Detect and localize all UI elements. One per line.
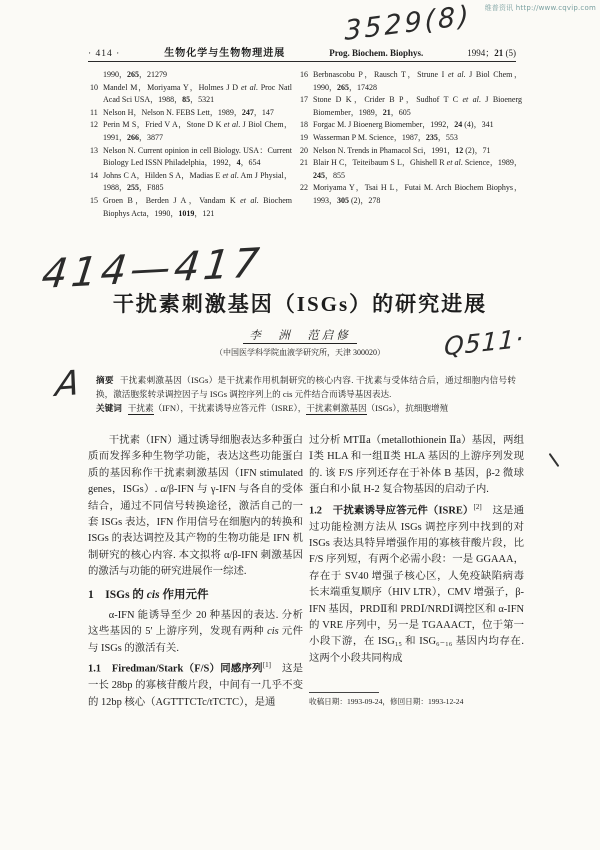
abstract-block	[96, 374, 516, 416]
affiliation: （中国医学科学院血液学研究所，天津 300020）	[215, 348, 385, 357]
reference-text: Stone D K，Crider B P，Sudhof T C et al. J Bioenerg Biomember，1989，21，605	[313, 95, 523, 117]
reference-text: Nelson H，Nelson N. FEBS Lett，1989，247，147	[103, 107, 274, 117]
reference-item	[300, 69, 522, 94]
journal-title-en: Prog. Biochem. Biophys.	[329, 48, 424, 58]
reference-number: 18	[300, 120, 308, 130]
reference-number: 21	[300, 158, 308, 168]
body-paragraph: 1.2 干扰素诱导应答元件（ISRE）[2] 这是通过功能检测方法从 ISGs 调控序列中找到的对 ISGs 表达具特异增强作用的寡核苷酸片段，比 F/S 序列短，有两个必需小段：一是 GGAAA，存在于 SV40 增强子核心区，人免疫缺陷病毒长末端重复顺序（HIV LTR），CMV 增强子，β-IFN 基因，PRDⅡ和 PRDⅠ/NRDⅠ调控区和 α-IFN 的 VRE 序列中，另一是 TGAAACT，位于第一小段下游，在 ISG₁₅ 和 ISG₆₋₁₆ 基因内均存在. 这两个小段共同构成	[309, 502, 525, 664]
handwritten-letter-a: A	[53, 362, 83, 406]
abstract-text-line	[96, 374, 516, 401]
keywords-line	[96, 402, 516, 416]
reference-number: 16	[300, 70, 308, 79]
references-left	[90, 69, 300, 220]
reference-number: 11	[90, 107, 98, 117]
reference-text: Perin M S，Fried V A，Stone D K et al. J Biol Chem，1991，266，3877	[103, 120, 292, 142]
reference-number: 17	[300, 95, 308, 105]
reference-text: Forgac M. J Bioenerg Biomember，1992，24 (4)，341	[313, 120, 494, 130]
footnote-rule	[309, 692, 379, 693]
body-paragraph: α-IFN 能诱导至少 20 种基因的表达. 分析这些基因的 5′ 上游序列，发现有两种 cis 元件与 ISGs 的激活有关.	[88, 610, 303, 654]
reference-item	[300, 119, 522, 132]
reference-text: Nelson N. Trends in Phamacol Sci，1991，12 (2)，71	[313, 145, 491, 155]
body-paragraph: 干扰素（IFN）通过诱导细胞表达多种蛋白质而发挥多种生物学功能，表达这些功能蛋白质的基因称作干扰素刺激基因（IFN stimulated genes，ISGs）. α/β-IFN 与 γ-IFN 与各自的受体结合，通过不同信号转换途径，激活自己的一套 ISGs 表达，IFN 作用信号在细胞内的转换和 ISGs 的表达调控及其产物的生物功能是 IFN 机制研究的核心内容. 本文拟将 α/β-IFN 刺激基因的激活与功能的研究进展作一综述.	[88, 435, 303, 578]
abstract-text: 干扰素刺激基因（ISGs）是干扰素作用机制研究的核心内容. 干扰素与受体结合后，通过细胞内信号转换，激活胞浆转录调控因子与 ISGs 调控序列上的 cis 元件结合而诱导基因表达.	[96, 375, 516, 399]
keywords-label: 关键词	[96, 403, 122, 414]
reference-item	[90, 195, 292, 220]
body-paragraph: 1.1 Firedman/Stark（F/S）同感序列[1] 这是一长 28bp 的寡核苷酸片段，中间有一几乎不变的 12bp 核心（AGTTTCTc/tTCTC），是通	[88, 661, 304, 708]
reference-number: 10	[90, 82, 98, 92]
reference-text: Johns C A，Hilden S A，Madias E et al. Am J Physial，1988，255，F885	[103, 170, 292, 193]
author-names: 李 洲 范启修	[243, 328, 357, 344]
references-right	[300, 69, 522, 220]
reference-number: 22	[300, 183, 308, 193]
reference-number: 13	[90, 145, 98, 155]
issue-info: 1994；21 (5)	[467, 48, 516, 58]
reference-item	[300, 132, 522, 145]
reference-text: Mandel M，Moriyama Y，Holmes J D et al. Proc Natl Acad Sci USA，1988，85，5321	[103, 82, 293, 105]
reference-number: 12	[90, 120, 98, 130]
abstract-label: 摘要	[96, 375, 114, 385]
reference-text: Groen B，Berden J A，Vandam K et al. Biochem Biophys Acta，1990，1019，121	[103, 195, 292, 218]
reference-text: 1990，265，21279	[103, 70, 167, 79]
reference-item	[90, 82, 292, 107]
pen-mark	[549, 453, 560, 467]
received-dates: 收稿日期：1993-09-24，修回日期：1993-12-24	[309, 697, 464, 706]
reference-text: Wasserman P M. Science，1987，235，553	[313, 132, 458, 142]
reference-item	[90, 145, 292, 170]
article-title: 干扰素刺激基因（ISGs）的研究进展	[112, 292, 488, 316]
reference-item	[90, 69, 292, 82]
reference-number	[90, 69, 103, 82]
page-number: · 414 ·	[88, 49, 121, 59]
reference-item	[90, 119, 292, 144]
body-column-left	[88, 433, 303, 711]
reference-item	[300, 94, 522, 119]
reference-item	[90, 170, 292, 195]
journal-title-cn: 生物化学与生物物理进展	[164, 48, 286, 59]
section-heading: 1 ISGs 的 cis 作用元件	[88, 588, 209, 601]
handwritten-number: 3529(8)	[344, 0, 472, 47]
reference-text: Blair H C，Teiteibaum S L，Ghishell R et al. Science，1989，245，855	[313, 158, 523, 180]
reference-item	[300, 182, 522, 207]
journal-header	[88, 44, 516, 59]
body-column-right	[309, 433, 524, 667]
keyword-text: （ISGs），抗细胞增殖	[366, 403, 449, 414]
reference-list	[90, 69, 522, 220]
handwritten-page-range: 414—417	[39, 240, 266, 298]
keyword-text: （IFN），干扰素诱导应答元件（ISRE），	[153, 403, 307, 414]
keywords-text	[128, 403, 448, 415]
reference-number: 19	[300, 132, 308, 142]
reference-text: Berbnascobu P，Rausch T，Strune I et al. J Biol Chem，1990，265，17428	[313, 70, 522, 92]
reference-item	[90, 107, 292, 120]
reference-item	[300, 157, 522, 182]
cqvip-watermark: 维普资讯 http://www.cqvip.com	[484, 4, 596, 12]
header-rule	[88, 61, 516, 62]
reference-text: Moriyama Y，Tsai H L，Futai M. Arch Biochem Biophys，1993，305 (2)，278	[313, 183, 522, 205]
reference-text: Nelson N. Current opinion in cell Biology. USA：Current Biology Led ISSN Philadelphia，1992，4，654	[103, 145, 292, 168]
received-dates-footnote	[309, 692, 525, 707]
body-paragraph: 过分析 MTⅡa（metallothionein Ⅱa）基因，两组Ⅰ类 HLA 和一组Ⅱ类 HLA 基因的上游序列发现的. 该 F/S 序列还存在于补体 B 基因，β-2 微球蛋白和小鼠 H-2 复合物基因的启动子内.	[309, 435, 524, 496]
keyword-underlined: 干扰素刺激基因	[306, 403, 367, 414]
handwritten-class-code: Q511·	[443, 323, 525, 362]
reference-number: 20	[300, 145, 308, 155]
reference-item	[300, 145, 522, 158]
reference-number: 15	[90, 195, 98, 205]
reference-number: 14	[90, 170, 98, 180]
keyword-underlined: 干扰素	[127, 403, 154, 414]
